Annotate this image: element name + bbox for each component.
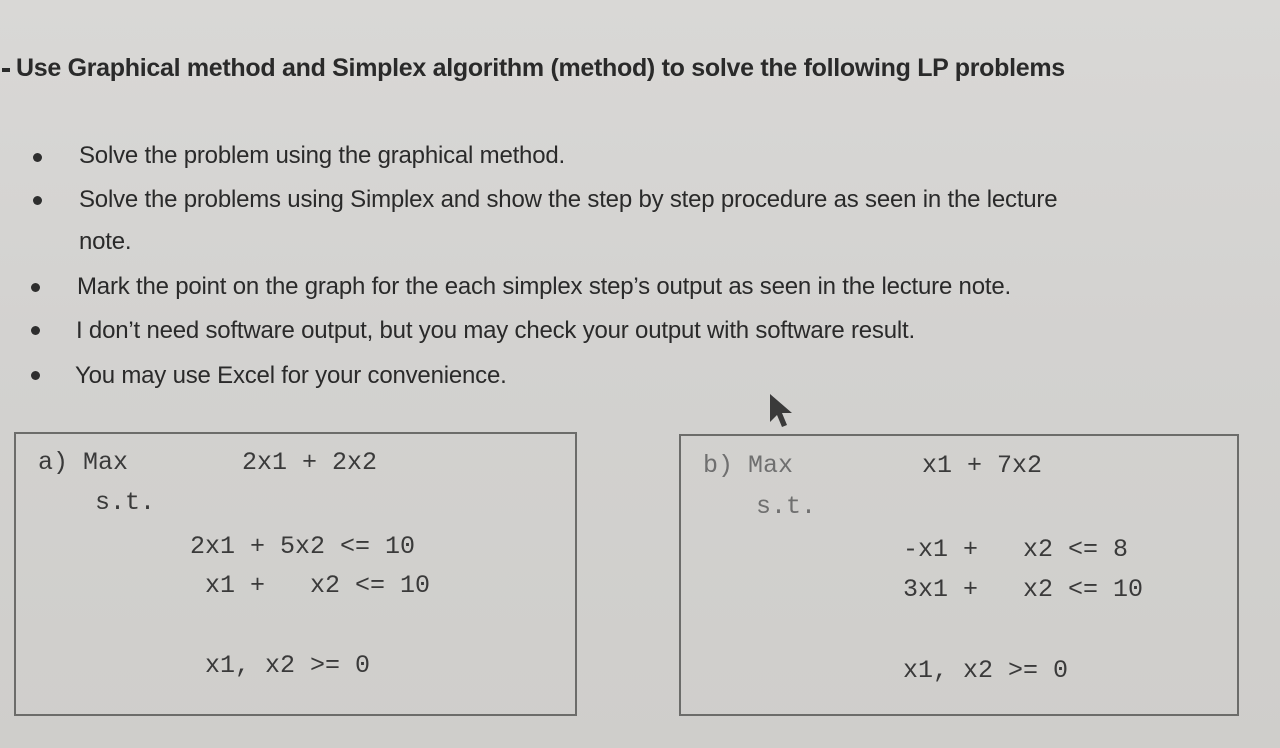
bullet-text-1: Solve the problem using the graphical method. [79,142,565,169]
bullet-dot [33,153,42,162]
title-marker [2,68,10,72]
problem-b-objective: x1 + 7x2 [922,451,1043,480]
bullet-dot [31,326,40,335]
problem-b-st: s.t. [756,492,817,521]
bullet-text-3: Mark the point on the graph for the each simplex step’s output as seen in the lecture note. [77,273,1011,300]
problem-b-constraint-2: 3x1 + x2 <= 10 [903,575,1144,604]
problem-a-st: s.t. [95,488,156,517]
problem-a-constraint-2: x1 + x2 <= 10 [205,571,431,600]
bullet-text-4: I don’t need software output, but you may check your output with software result. [76,317,915,344]
bullet-dot [33,196,42,205]
mouse-pointer-icon [766,392,796,432]
problem-b-label: b) Max [703,451,794,480]
problem-a-nonneg: x1, x2 >= 0 [205,651,371,680]
bullet-dot [31,283,40,292]
bullet-text-2: Solve the problems using Simplex and show the step by step procedure as seen in the lecture [79,186,1058,213]
problem-a-objective: 2x1 + 2x2 [242,448,378,477]
bullet-dot [31,371,40,380]
bullet-text-2-cont: note. [79,228,132,255]
bullet-text-5: You may use Excel for your convenience. [75,362,507,389]
problem-b-nonneg: x1, x2 >= 0 [903,656,1069,685]
problem-b-constraint-1: -x1 + x2 <= 8 [903,535,1129,564]
problem-a-constraint-1: 2x1 + 5x2 <= 10 [190,532,416,561]
page-title: Use Graphical method and Simplex algorithm (method) to solve the following LP problems [16,54,1065,82]
problem-a-label: a) Max [38,448,129,477]
